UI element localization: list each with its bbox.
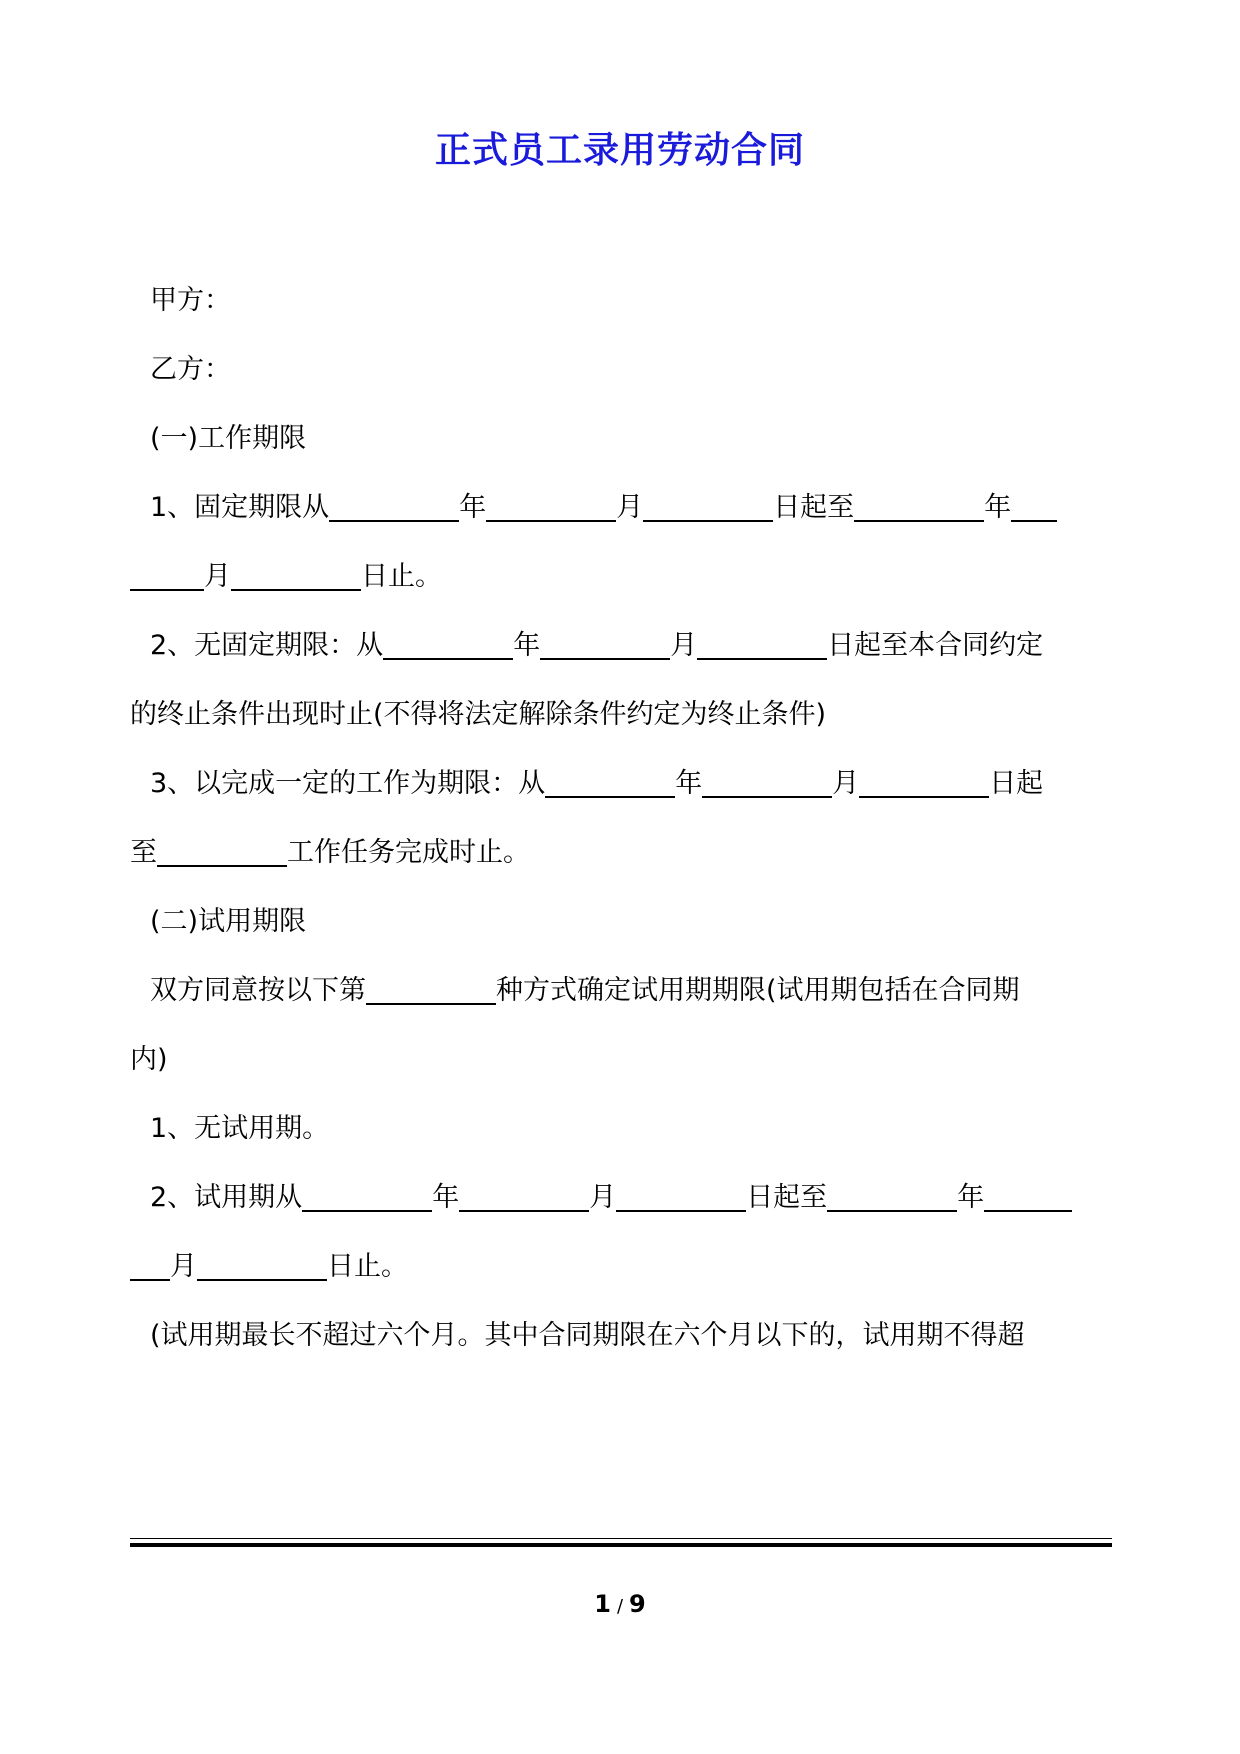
item3-line2 [130,836,530,870]
item1-line2 [130,560,442,594]
blank-month-end-part2[interactable] [130,563,204,591]
blank-day-end[interactable] [231,563,361,591]
blank-end-date[interactable] [157,839,287,867]
item1-prefix: 1、固定期限从 [150,492,330,523]
blank-month[interactable] [702,770,832,798]
blank-day[interactable] [643,494,773,522]
item3-month-label: 月 [832,768,860,799]
probation-item2-year-label: 年 [432,1182,460,1213]
probation-item2-year2-label: 年 [957,1182,985,1213]
item3-line1 [150,767,1043,801]
page-separator: / [616,1596,624,1617]
blank-month[interactable] [540,632,670,660]
blank-day[interactable] [859,770,989,798]
party-b-line: 乙方： [150,354,231,385]
item3-prefix: 3、以完成一定的工作为期限：从 [150,768,546,799]
blank-year[interactable] [329,494,459,522]
item1-month-label: 月 [616,492,644,523]
blank-year[interactable] [383,632,513,660]
item1-day-end-label: 日止。 [361,561,442,592]
probation-item2-line2 [130,1250,408,1284]
probation-intro-suffix: 种方式确定试用期期限(试用期包括在合同期 [496,975,1020,1006]
blank-month-end-part1[interactable] [1011,494,1057,522]
probation-intro-line2: 内) [130,1044,168,1075]
probation-item2-prefix: 2、试用期从 [150,1182,303,1213]
footer-rule-thin [130,1538,1112,1539]
blank-month[interactable] [486,494,616,522]
item1-line1 [150,491,1057,525]
probation-note: (试用期最长不超过六个月。其中合同期限在六个月以下的，试用期不得超 [150,1320,1025,1351]
blank-month[interactable] [459,1184,589,1212]
item2-line1 [150,629,1043,663]
item3-year-label: 年 [675,768,703,799]
probation-item2-day-label: 日起至 [746,1182,828,1213]
blank-year[interactable] [302,1184,432,1212]
footer-rule-thick [130,1543,1112,1547]
blank-year[interactable] [545,770,675,798]
blank-month-end-part1[interactable] [984,1184,1072,1212]
blank-day-end[interactable] [197,1253,327,1281]
item2-prefix: 2、无固定期限：从 [150,630,384,661]
blank-method-number[interactable] [366,977,496,1005]
item1-day-label: 日起至 [773,492,855,523]
item3-line2-prefix: 至 [130,837,157,868]
blank-day[interactable] [697,632,827,660]
probation-item2-month-label: 月 [589,1182,617,1213]
item2-suffix: 日起至本合同约定 [827,630,1044,661]
item2-month-label: 月 [670,630,698,661]
blank-year-end[interactable] [854,494,984,522]
party-a-line: 甲方： [150,285,231,316]
blank-month-end-part2[interactable] [130,1253,170,1281]
blank-day[interactable] [616,1184,746,1212]
probation-item2-day-end-label: 日止。 [327,1251,408,1282]
section1-heading: (一)工作期限 [150,423,307,454]
item1-month2-label: 月 [204,561,231,592]
total-pages: 9 [629,1590,646,1618]
item2-year-label: 年 [513,630,541,661]
blank-year-end[interactable] [827,1184,957,1212]
probation-intro-line1 [150,974,1020,1008]
page-number [0,1590,1240,1618]
item3-suffix: 日起 [989,768,1044,799]
probation-item2-month2-label: 月 [170,1251,197,1282]
probation-item2-line1 [150,1181,1072,1215]
section2-heading: (二)试用期限 [150,906,307,937]
page-title: 正式员工录用劳动合同 [434,130,805,171]
item2-line2: 的终止条件出现时止(不得将法定解除条件约定为终止条件) [130,699,827,730]
probation-item1: 1、无试用期。 [150,1113,330,1144]
current-page: 1 [594,1590,611,1618]
item1-year-label: 年 [459,492,487,523]
item3-line2-suffix: 工作任务完成时止。 [287,837,530,868]
probation-intro-prefix: 双方同意按以下第 [150,975,366,1006]
item1-year2-label: 年 [984,492,1012,523]
